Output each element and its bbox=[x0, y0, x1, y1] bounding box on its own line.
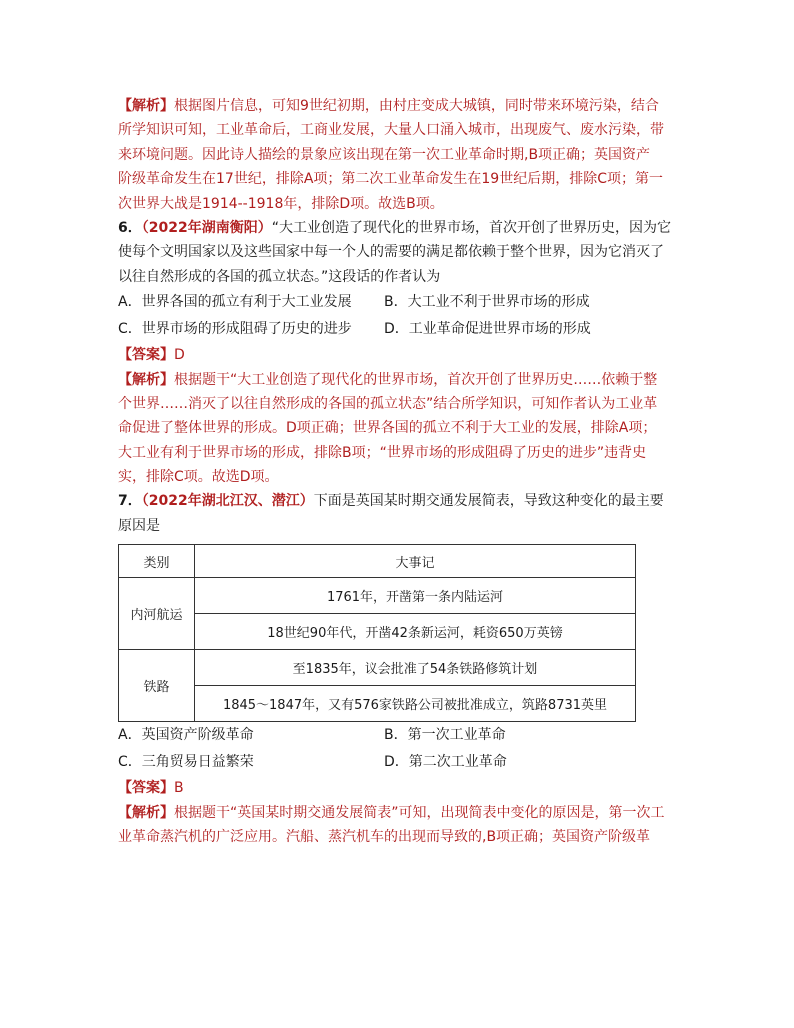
option-d: D．工业革命促进世界市场的形成 bbox=[384, 321, 591, 338]
question-number: 6． bbox=[118, 219, 142, 236]
question-stem-line: “大工业创造了现代化的世界市场，首次开创了世界历史，因为它 bbox=[271, 219, 671, 236]
table-header-cell: 类别 bbox=[119, 545, 195, 578]
analysis-line: 阶级革命发生在17世纪，排除A项；第二次工业革命发生在19世纪后期，排除C项；第一 bbox=[118, 171, 663, 188]
option-d: D．第二次工业革命 bbox=[384, 754, 507, 771]
table-category-cell: 内河航运 bbox=[119, 578, 195, 650]
table-event-cell: 至1835年，议会批准了54条铁路修筑计划 bbox=[195, 650, 636, 686]
analysis-line: 次世界大战是1914--1918年，排除D项。故选B项。 bbox=[118, 195, 444, 212]
question-6 bbox=[118, 216, 671, 490]
table-row bbox=[119, 650, 636, 686]
transport-table bbox=[118, 544, 636, 722]
option-a: A．世界各国的孤立有利于大工业发展 bbox=[118, 294, 352, 311]
option-a: A．英国资产阶级革命 bbox=[118, 727, 254, 744]
analysis-line: 根据题干“英国某时期交通发展简表”可知，出现简表中变化的原因是，第一次工 bbox=[174, 804, 665, 821]
table-row bbox=[119, 578, 636, 614]
question-number: 7． bbox=[118, 493, 142, 510]
analysis-line: 命促进了整体世界的形成。D项正确；世界各国的孤立不利于大工业的发展，排除A项； bbox=[118, 420, 657, 437]
analysis-line: 所学知识可知，工业革命后，工商业发展，大量人口涌入城市，出现废气、废水污染，带 bbox=[118, 122, 664, 139]
question-7 bbox=[118, 489, 665, 849]
analysis-line: 业革命蒸汽机的广泛应用。汽船、蒸汽机车的出现而导致的,B项正确；英国资产阶级革 bbox=[118, 829, 651, 846]
table-header-row bbox=[119, 545, 636, 578]
analysis-line: 实，排除C项。故选D项。 bbox=[118, 469, 279, 486]
table-row bbox=[119, 614, 636, 650]
question-stem-line: 使每个文明国家以及这些国家中每一个人的需要的满足都依赖于整个世界，因为它消灭了 bbox=[118, 244, 664, 261]
analysis-tag: 【解析】 bbox=[118, 804, 174, 821]
answer-value: D bbox=[174, 347, 185, 364]
analysis-line: 个世界……消灭了以往自然形成的各国的孤立状态”结合所学知识，可知作者认为工业革 bbox=[118, 395, 658, 412]
option-b: B．大工业不利于世界市场的形成 bbox=[384, 294, 590, 311]
analysis-line: 根据图片信息，可知9世纪初期，由村庄变成大城镇，同时带来环境污染，结合 bbox=[174, 98, 659, 114]
q7-analysis bbox=[118, 801, 665, 850]
question-source: （2022年湖北江汉、潜江） bbox=[141, 493, 314, 510]
table-event-cell: 1761年，开凿第一条内陆运河 bbox=[195, 578, 636, 614]
answer-value: B bbox=[174, 780, 184, 797]
answer-tag: 【答案】 bbox=[118, 780, 174, 797]
table-header-cell: 大事记 bbox=[195, 545, 636, 578]
q6-analysis bbox=[118, 368, 658, 490]
question-stem-line: 以往自然形成的各国的孤立状态。”这段话的作者认为 bbox=[118, 268, 441, 285]
option-c: C．三角贸易日益繁荣 bbox=[118, 754, 254, 771]
analysis-tag: 【解析】 bbox=[118, 98, 174, 114]
option-b: B．第一次工业革命 bbox=[384, 727, 506, 744]
table-category-cell: 铁路 bbox=[119, 650, 195, 722]
table-row bbox=[119, 686, 636, 722]
answer-tag: 【答案】 bbox=[118, 347, 174, 364]
table-event-cell: 18世纪90年代，开凿42条新运河，耗资650万英镑 bbox=[195, 614, 636, 650]
analysis-line: 大工业有利于世界市场的形成，排除B项；“世界市场的形成阻碍了历史的进步”违背史 bbox=[118, 444, 647, 461]
table-event-cell: 1845～1847年，又有576家铁路公司被批准成立，筑路8731英里 bbox=[195, 686, 636, 722]
analysis-line: 来环境问题。因此诗人描绘的景象应该出现在第一次工业革命时期,B项正确；英国资产 bbox=[118, 146, 651, 163]
q5-analysis bbox=[118, 94, 664, 216]
question-stem-line: 原因是 bbox=[118, 517, 160, 534]
document-page bbox=[118, 94, 671, 849]
option-c: C．世界市场的形成阻碍了历史的进步 bbox=[118, 321, 352, 338]
question-source: （2022年湖南衡阳） bbox=[141, 219, 272, 236]
question-stem-line: 下面是英国某时期交通发展简表，导致这种变化的最主要 bbox=[313, 493, 664, 510]
analysis-tag: 【解析】 bbox=[118, 371, 174, 388]
analysis-line: 根据题干“大工业创造了现代化的世界市场，首次开创了世界历史……依赖于整 bbox=[174, 371, 658, 388]
